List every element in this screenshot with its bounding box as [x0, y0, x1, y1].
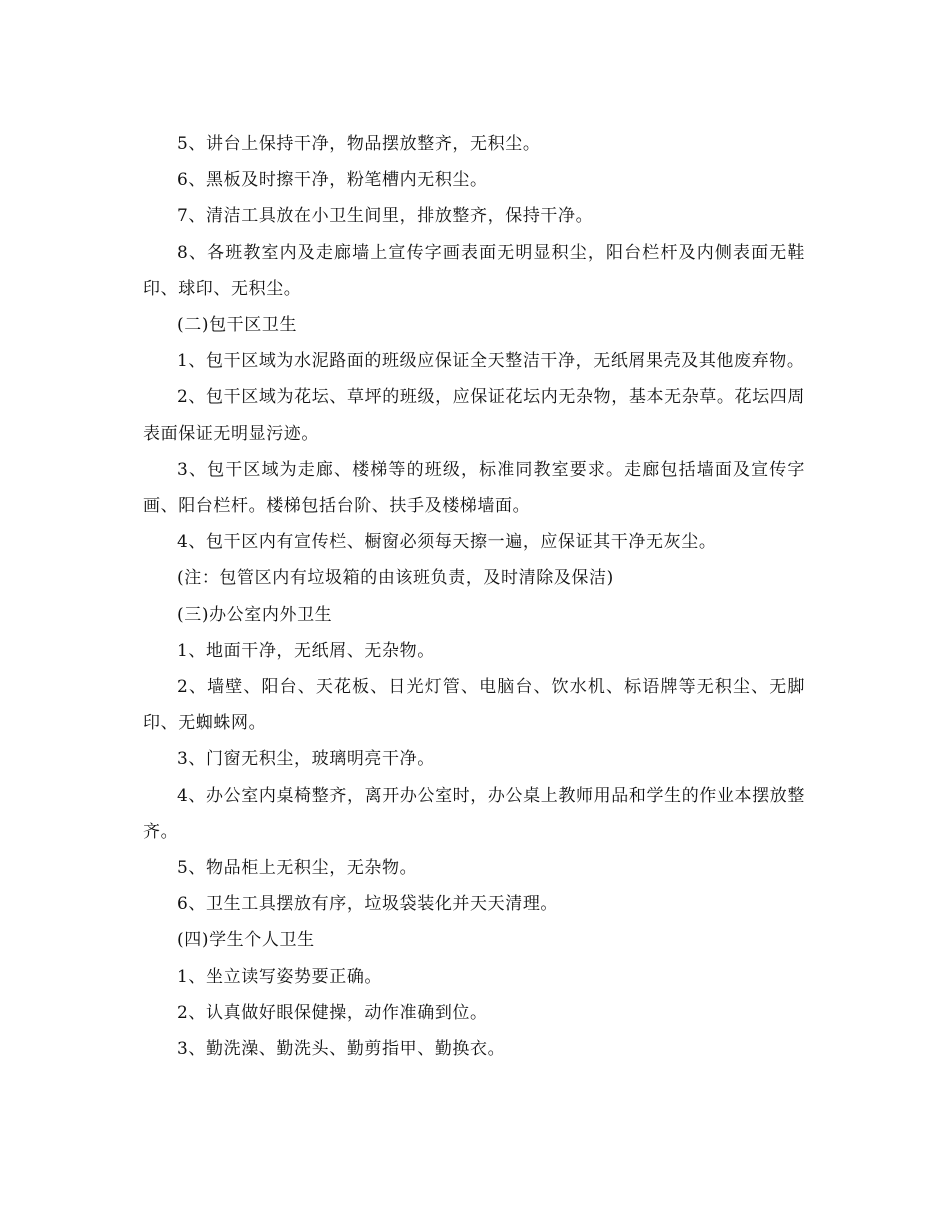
- paragraph: 2、墙壁、阳台、天花板、日光灯管、电脑台、饮水机、标语牌等无积尘、无脚印、无蜘蛛网。: [143, 677, 805, 734]
- paragraph: 2、包干区域为花坛、草坪的班级，应保证花坛内无杂物，基本无杂草。花坛四周表面保证无明显污迹。: [143, 387, 805, 444]
- section-heading: (三)办公室内外卫生: [177, 604, 333, 625]
- paragraph: 4、包干区内有宣传栏、橱窗必须每天擦一遍，应保证其干净无灰尘。: [177, 532, 717, 553]
- paragraph: 8、各班教室内及走廊墙上宣传字画表面无明显积尘，阳台栏杆及内侧表面无鞋印、球印、无积尘。: [143, 242, 805, 299]
- paragraph: 7、清洁工具放在小卫生间里，排放整齐，保持干净。: [177, 206, 594, 227]
- paragraph: 1、坐立读写姿势要正确。: [177, 966, 383, 987]
- document-body: [143, 126, 805, 1067]
- note: (注：包管区内有垃圾箱的由该班负责，及时清除及保洁): [177, 568, 614, 589]
- paragraph: 3、包干区域为走廊、楼梯等的班级，标准同教室要求。走廊包括墙面及宣传字画、阳台栏杆。楼梯包括台阶、扶手及楼梯墙面。: [143, 459, 805, 517]
- section-heading: (二)包干区卫生: [177, 315, 298, 336]
- paragraph: 3、门窗无积尘，玻璃明亮干净。: [177, 749, 435, 770]
- section-heading: (四)学生个人卫生: [177, 930, 315, 951]
- paragraph: 6、黑板及时擦干净，粉笔槽内无积尘。: [177, 170, 488, 191]
- paragraph: 6、卫生工具摆放有序，垃圾袋装化并天天清理。: [177, 894, 559, 915]
- paragraph: 5、物品柜上无积尘，无杂物。: [177, 858, 418, 879]
- paragraph: 3、勤洗澡、勤洗头、勤剪指甲、勤换衣。: [177, 1039, 506, 1060]
- paragraph: 4、办公室内桌椅整齐，离开办公室时，办公桌上教师用品和学生的作业本摆放整齐。: [143, 785, 805, 842]
- paragraph: 2、认真做好眼保健操，动作准确到位。: [177, 1002, 488, 1023]
- paragraph: 1、地面干净，无纸屑、无杂物。: [177, 640, 435, 661]
- paragraph: 5、讲台上保持干净，物品摆放整齐，无积尘。: [177, 134, 541, 154]
- paragraph: 1、包干区域为水泥路面的班级应保证全天整洁干净，无纸屑果壳及其他废弃物。: [177, 351, 805, 372]
